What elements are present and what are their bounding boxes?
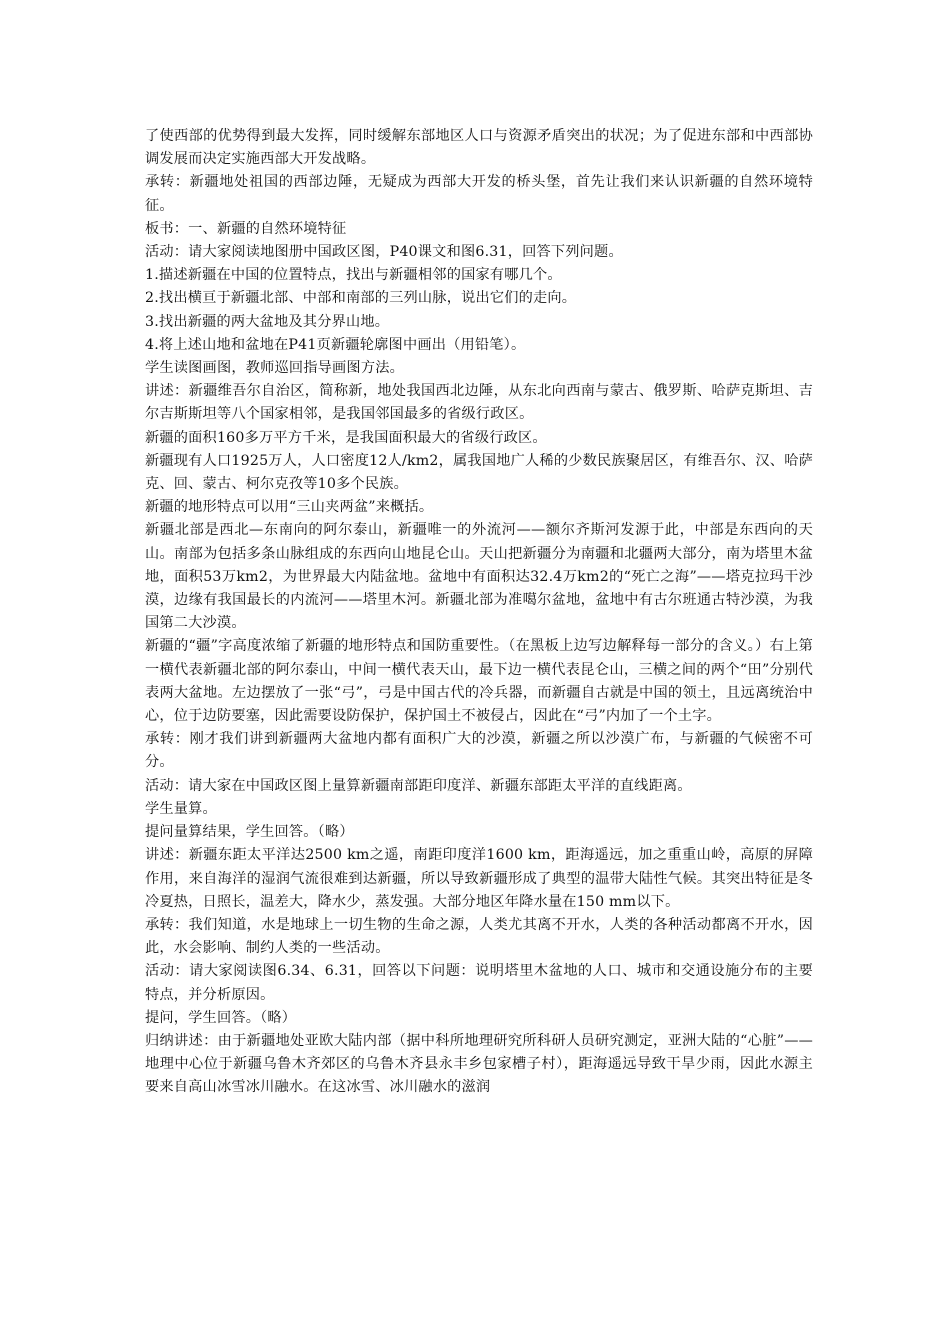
paragraph: 新疆北部是西北—东南向的阿尔泰山，新疆唯一的外流河——额尔齐斯河发源于此，中部是东西向的天山。南部为包括多条山脉组成的东西向山地昆仑山。天山把新疆分为南疆和北疆两大部分，南为塔里木盆地，面积53万km2，为世界最大内陆盆地。盆地中有面积达32.4万km2的“死亡之海”——塔克拉玛干沙漠，边缘有我国最长的内流河——塔里木河。新疆北部为准噶尔盆地，盆地中有古尔班通古特沙漠，为我国第二大沙漠。 <box>145 522 813 632</box>
paragraph: 讲述：新疆东距太平洋达2500 km之遥，南距印度洋1600 km，距海遥远，加之重重山岭，高原的屏障作用，来自海洋的湿润气流很难到达新疆，所以导致新疆形成了典型的温带大陆性气候。其突出特征是冬冷夏热，日照长，温差大，降水少，蒸发强。大部分地区年降水量在150 mm以下。 <box>145 847 813 910</box>
paragraph: 新疆的“疆”字高度浓缩了新疆的地形特点和国防重要性。（在黑板上边写边解释每一部分的含义。）右上第一横代表新疆北部的阿尔泰山，中间一横代表天山，最下边一横代表昆仑山，三横之间的两个“田”分别代表两大盆地。左边摆放了一张“弓”，弓是中国古代的冷兵器，而新疆自古就是中国的领土，且远离统治中心，位于边防要塞，因此需要设防保护，保护国土不被侵占，因此在“弓”内加了一个土字。 <box>145 638 813 725</box>
paragraph: 提问量算结果，学生回答。（略） <box>145 824 354 841</box>
paragraph: 学生量算。 <box>145 800 217 817</box>
list-item: 4.将上述山地和盆地在P41页新疆轮廓图中画出（用铅笔）。 <box>145 336 526 353</box>
paragraph: 归纳讲述：由于新疆地处亚欧大陆内部（据中科所地理研究所科研人员研究测定，亚洲大陆的“心脏”——地理中心位于新疆乌鲁木齐郊区的乌鲁木齐县永丰乡包家槽子村），距海遥远导致干旱少雨，因此水源主要来自高山冰雪冰川融水。在这冰雪、冰川融水的滋润 <box>145 1032 813 1096</box>
paragraph: 新疆的地形特点可以用“三山夹两盆”来概括。 <box>145 499 434 516</box>
list-item: 3.找出新疆的两大盆地及其分界山地。 <box>145 313 390 330</box>
paragraph: 承转：我们知道，水是地球上一切生物的生命之源，人类尤其离不开水，人类的各种活动都离不开水，因此，水会影响、制约人类的一些活动。 <box>145 916 813 957</box>
paragraph: 新疆的面积160多万平方千米，是我国面积最大的省级行政区。 <box>145 429 547 446</box>
paragraph: 新疆现有人口1925万人，人口密度12人/km2，属我国地广人稀的少数民族聚居区，有维吾尔、汉、哈萨克、回、蒙古、柯尔克孜等10多个民族。 <box>145 452 813 493</box>
paragraph: 承转：新疆地处祖国的西部边陲，无疑成为西部大开发的桥头堡，首先让我们来认识新疆的自然环境特征。 <box>145 174 813 214</box>
paragraph: 活动：请大家阅读图6.34、6.31，回答以下问题：说明塔里木盆地的人口、城市和交通设施分布的主要特点，并分析原因。 <box>145 963 813 1003</box>
paragraph: 活动：请大家在中国政区图上量算新疆南部距印度洋、新疆东部距太平洋的直线距离。 <box>145 777 692 794</box>
paragraph: 了使西部的优势得到最大发挥，同时缓解东部地区人口与资源矛盾突出的状况；为了促进东部和中西部协调发展而决定实施西部大开发战略。 <box>145 128 813 168</box>
paragraph: 活动：请大家阅读地图册中国政区图，P40课文和图6.31，回答下列问题。 <box>145 244 623 261</box>
paragraph: 提问，学生回答。（略） <box>145 1009 297 1026</box>
document-body <box>145 125 813 1100</box>
section-heading: 板书：一、新疆的自然环境特征 <box>145 220 347 237</box>
paragraph: 讲述：新疆维吾尔自治区，简称新，地处我国西北边陲，从东北向西南与蒙古、俄罗斯、哈萨克斯坦、吉尔吉斯斯坦等八个国家相邻，是我国邻国最多的省级行政区。 <box>145 383 813 423</box>
paragraph: 承转：刚才我们讲到新疆两大盆地内都有面积广大的沙漠，新疆之所以沙漠广布，与新疆的气候密不可分。 <box>145 731 813 771</box>
list-item: 1.描述新疆在中国的位置特点，找出与新疆相邻的国家有哪几个。 <box>145 267 562 284</box>
list-item: 2.找出横亘于新疆北部、中部和南部的三列山脉，说出它们的走向。 <box>145 290 577 307</box>
paragraph: 学生读图画图，教师巡回指导画图方法。 <box>145 360 404 377</box>
